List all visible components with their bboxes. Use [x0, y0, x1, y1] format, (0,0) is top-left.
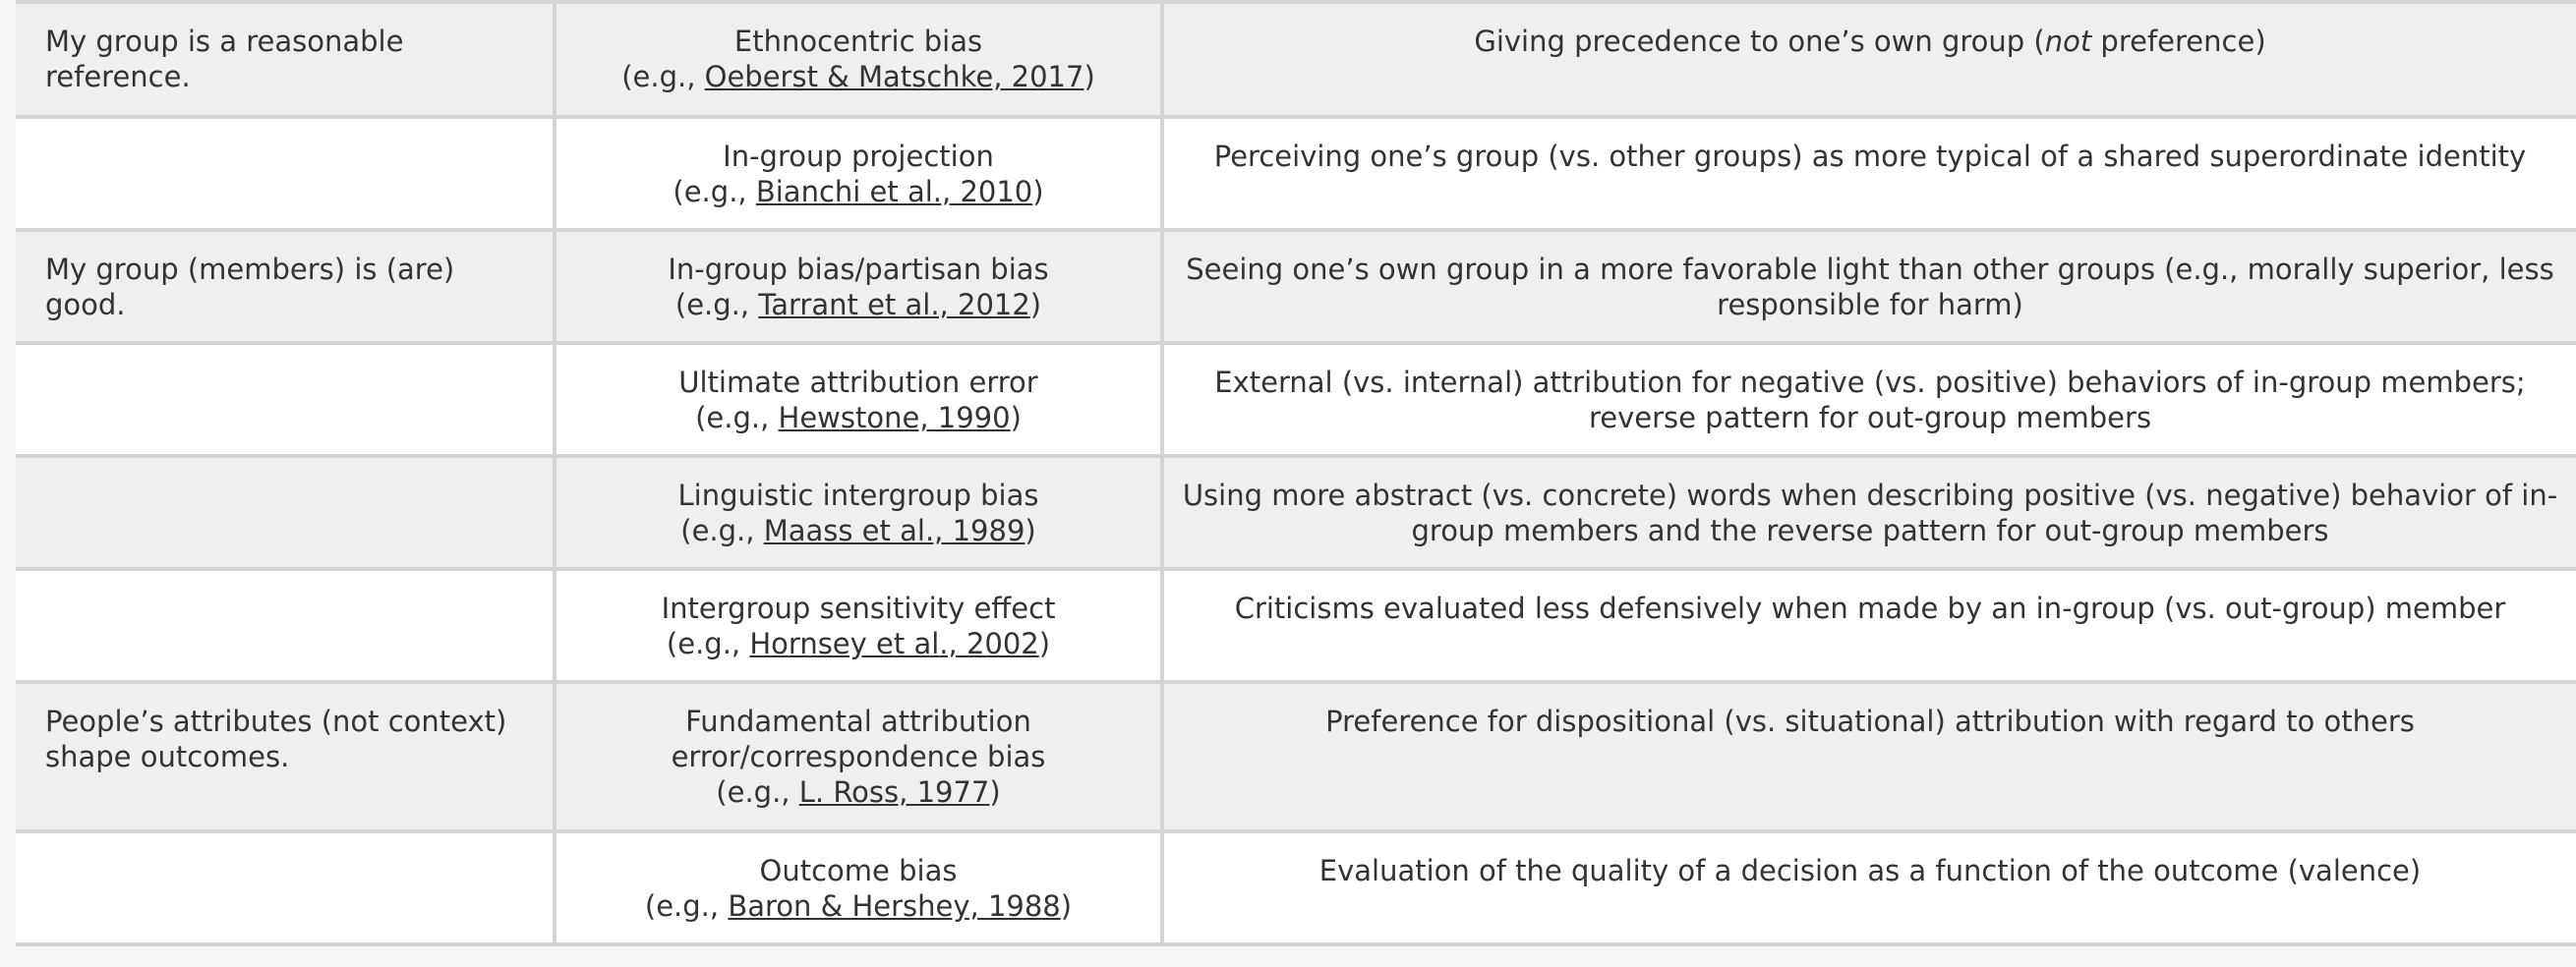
bias-cell [555, 456, 1162, 569]
bias-cell [555, 117, 1162, 230]
citation-link[interactable]: Bianchi et al., 2010 [755, 175, 1033, 208]
cite-suffix: ) [1029, 288, 1042, 321]
description-cell: Using more abstract (vs. concrete) words when describing positive (vs. negative) behavior of in-group members and the reverse pattern for out-group members [1162, 456, 2576, 569]
cite-suffix: ) [1032, 175, 1044, 208]
description-cell: Perceiving one’s group (vs. other groups) as more typical of a shared superordinate identity [1162, 117, 2576, 230]
citation-link[interactable]: Hornsey et al., 2002 [749, 627, 1039, 660]
citation-link[interactable]: Maass et al., 1989 [763, 514, 1025, 547]
table-row [16, 117, 2576, 230]
description-cell: Criticisms evaluated less defensively when made by an in-group (vs. out-group) member [1162, 569, 2576, 682]
citation-link[interactable]: Baron & Hershey, 1988 [728, 889, 1061, 923]
cite-prefix: (e.g., [716, 775, 799, 809]
description-cell: External (vs. internal) attribution for negative (vs. positive) behaviors of in-group members; reverse pattern for out-group members [1162, 343, 2576, 456]
bias-name: Intergroup sensitivity effect [661, 592, 1056, 625]
citation-link[interactable]: Tarrant et al., 2012 [758, 288, 1030, 321]
bias-name: Ethnocentric bias [733, 25, 983, 58]
belief-cell: My group is a reasonable reference. [16, 4, 555, 117]
description-cell: Evaluation of the quality of a decision as a function of the outcome (valence) [1162, 831, 2576, 944]
bias-name: Outcome bias [759, 854, 958, 887]
description-cell: Preference for dispositional (vs. situational) attribution with regard to others [1162, 682, 2576, 831]
table-row [16, 4, 2576, 117]
cite-prefix: (e.g., [695, 401, 779, 434]
belief-cell [16, 343, 555, 456]
bias-name: Linguistic intergroup bias [677, 479, 1039, 512]
belief-cell [16, 117, 555, 230]
description-emphasis: not [2044, 25, 2092, 58]
bias-table [16, 4, 2576, 946]
table-row [16, 456, 2576, 569]
belief-cell: My group (members) is (are) good. [16, 230, 555, 343]
cite-prefix: (e.g., [621, 60, 705, 93]
description-cell [1162, 4, 2576, 117]
bias-cell [555, 343, 1162, 456]
cite-prefix: (e.g., [674, 288, 759, 321]
cite-suffix: ) [1060, 889, 1073, 923]
bias-cell [555, 230, 1162, 343]
belief-cell: People’s attributes (not context) shape outcomes. [16, 682, 555, 831]
table-row [16, 569, 2576, 682]
cite-suffix: ) [1083, 60, 1095, 93]
table-row [16, 831, 2576, 944]
bias-name: Fundamental attribution error/correspondence bias [671, 705, 1046, 773]
table-row [16, 682, 2576, 831]
bias-name: In-group projection [723, 140, 994, 173]
bias-name: Ultimate attribution error [678, 366, 1038, 399]
description-text-end: preference) [2091, 25, 2266, 58]
cite-prefix: (e.g., [666, 627, 750, 660]
cite-suffix: ) [989, 775, 1001, 809]
table-row [16, 343, 2576, 456]
belief-cell [16, 569, 555, 682]
belief-cell [16, 831, 555, 944]
bias-cell [555, 831, 1162, 944]
bias-table-container [16, 0, 2576, 946]
table-row [16, 230, 2576, 343]
cite-prefix: (e.g., [644, 889, 729, 923]
bias-cell [555, 569, 1162, 682]
bias-name: In-group bias/partisan bias [668, 253, 1049, 286]
cite-suffix: ) [1010, 401, 1022, 434]
cite-prefix: (e.g., [680, 514, 764, 547]
cite-suffix: ) [1025, 514, 1036, 547]
bias-cell [555, 4, 1162, 117]
belief-cell [16, 456, 555, 569]
bias-cell [555, 682, 1162, 831]
citation-link[interactable]: Oeberst & Matschke, 2017 [704, 60, 1084, 93]
citation-link[interactable]: Hewstone, 1990 [778, 401, 1011, 434]
description-cell: Seeing one’s own group in a more favorable light than other groups (e.g., morally superior, less responsible for harm) [1162, 230, 2576, 343]
cite-suffix: ) [1038, 627, 1051, 660]
description-text: Giving precedence to one’s own group ( [1474, 25, 2045, 58]
cite-prefix: (e.g., [673, 175, 756, 208]
citation-link[interactable]: L. Ross, 1977 [798, 775, 990, 809]
